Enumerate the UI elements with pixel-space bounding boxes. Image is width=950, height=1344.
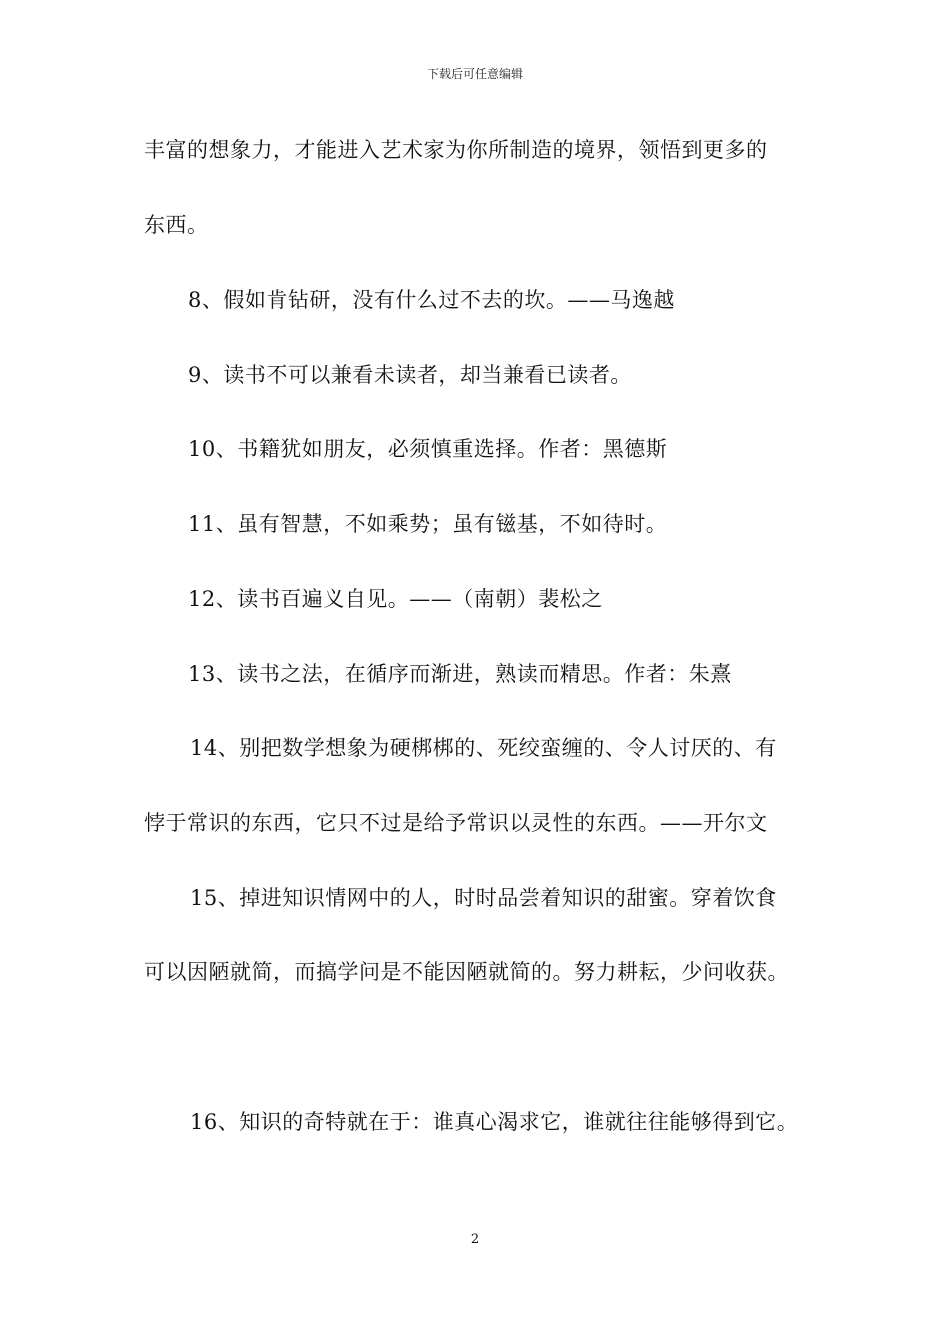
text-line: 16、知识的奇特就在于：谁真心渴求它，谁就往往能够得到它。: [190, 1110, 799, 1134]
text-line: 可以因陋就简，而搞学问是不能因陋就简的。努力耕耘，少问收获。: [144, 960, 789, 984]
text-line: 12、读书百遍义自见。——（南朝）裴松之: [188, 587, 603, 611]
text-line: 9、读书不可以兼看未读者，却当兼看已读者。: [188, 363, 632, 387]
text-line: 10、书籍犹如朋友，必须慎重选择。作者：黑德斯: [188, 437, 668, 461]
page-header: 下载后可任意编辑: [426, 67, 523, 81]
text-line: 13、读书之法，在循序而渐进，熟读而精思。作者：朱熹: [188, 662, 732, 686]
text-line: 11、虽有智慧，不如乘势；虽有镃基，不如待时。: [188, 512, 668, 536]
text-line: 东西。: [144, 213, 209, 237]
text-line: 14、别把数学想象为硬梆梆的、死绞蛮缠的、令人讨厌的、有: [190, 736, 777, 760]
text-line: 15、掉进知识情网中的人，时时品尝着知识的甜蜜。穿着饮食: [190, 886, 777, 910]
text-line: 丰富的想象力，才能进入艺术家为你所制造的境界，领悟到更多的: [144, 138, 768, 162]
text-line: 8、假如肯钻研，没有什么过不去的坎。——马逸越: [188, 288, 675, 312]
page-number: 2: [470, 1232, 480, 1247]
text-line: 悖于常识的东西，它只不过是给予常识以灵性的东西。——开尔文: [144, 811, 768, 835]
